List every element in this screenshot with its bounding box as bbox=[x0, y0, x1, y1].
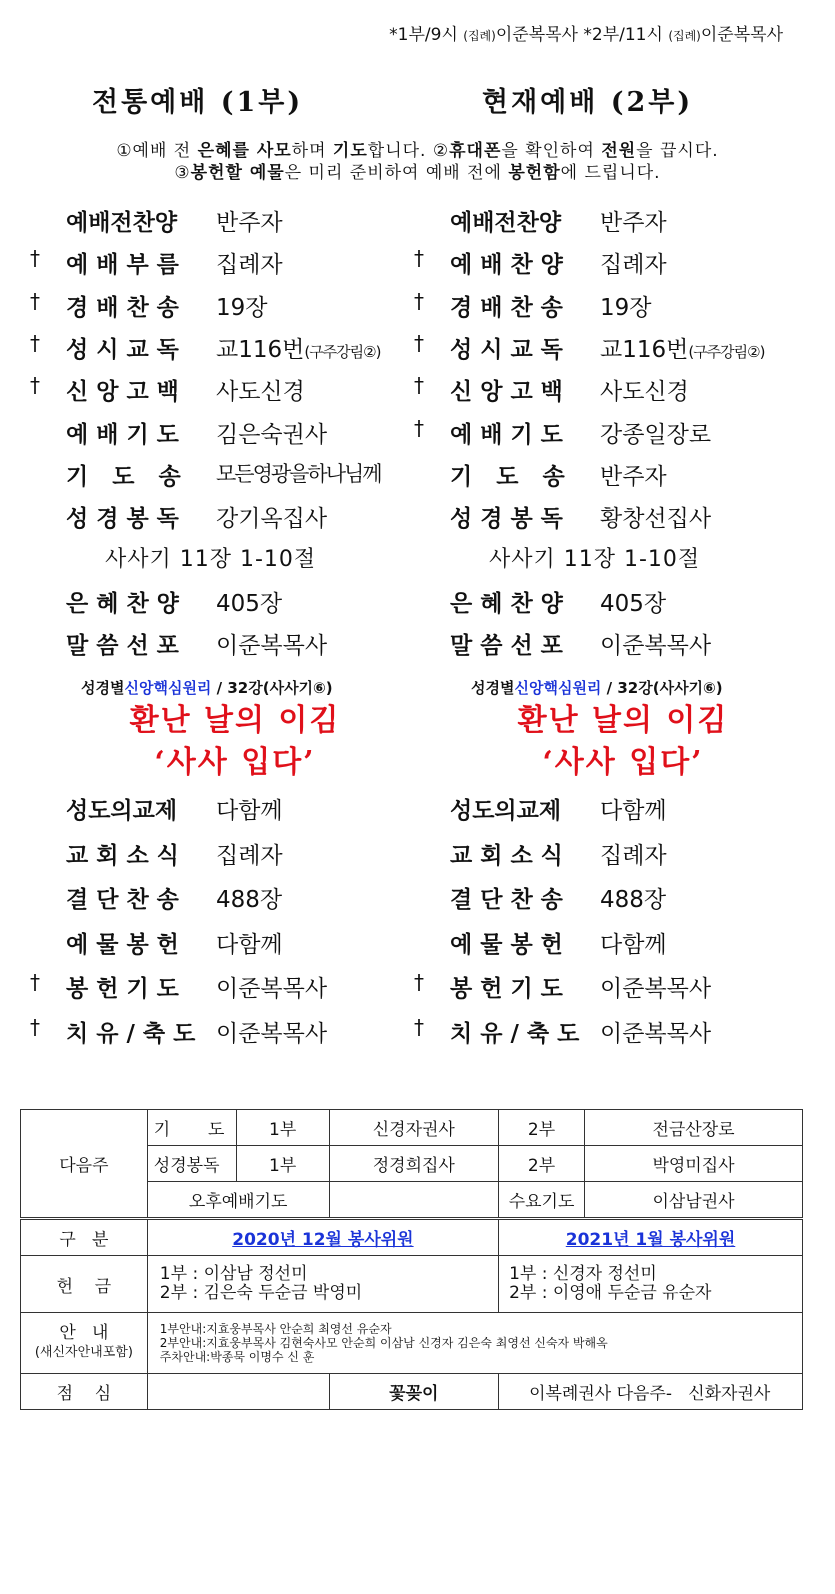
program-value-text: 이준복목사 bbox=[216, 633, 328, 659]
cross-icon: † bbox=[414, 373, 424, 398]
program-value-text: 김은숙권사 bbox=[216, 421, 328, 448]
program-value bbox=[600, 627, 711, 660]
notice-segment: 봉헌할 예물 bbox=[190, 163, 285, 183]
program-value-text: 집례자 bbox=[216, 252, 283, 279]
cross-icon: † bbox=[414, 288, 424, 313]
program-value bbox=[600, 331, 764, 364]
program-value bbox=[216, 837, 283, 870]
program-label: 기 도 송 bbox=[66, 463, 181, 490]
service-table bbox=[20, 1109, 803, 1410]
cross-icon: † bbox=[414, 330, 424, 355]
title-traditional: 전통예배 (1부) bbox=[92, 87, 304, 118]
wednesday-prayer-value: 이삼남권사 bbox=[585, 1182, 803, 1219]
division-label: 구 분 bbox=[21, 1219, 148, 1256]
program-value-text: 황창선집사 bbox=[600, 506, 712, 533]
reading-part2: 박영미집사 bbox=[585, 1146, 803, 1182]
program-value bbox=[216, 926, 283, 959]
program-value bbox=[600, 792, 667, 825]
program-value bbox=[216, 500, 327, 533]
program-value bbox=[600, 837, 667, 870]
program-value-text: 집례자 bbox=[216, 842, 283, 869]
offering-january: 1부 : 신경자 정선미 2부 : 이영애 두순금 유순자 bbox=[499, 1256, 803, 1313]
program-label: 말 씀 선 포 bbox=[450, 633, 563, 659]
notice-segment: 합니다. ② bbox=[367, 141, 450, 161]
program-value bbox=[600, 926, 667, 959]
program-label: 치 유 / 축 도 bbox=[66, 1020, 196, 1047]
program-value bbox=[600, 289, 652, 322]
cross-icon: † bbox=[30, 246, 40, 271]
program-label: 성도의교제 bbox=[450, 798, 562, 824]
program-value-text: 488장 bbox=[600, 887, 667, 913]
program-value-text: 반주자 bbox=[600, 210, 667, 236]
program-value-text: 집례자 bbox=[600, 252, 667, 279]
sermon-title-left bbox=[90, 700, 380, 784]
program-label: 예 배 기 도 bbox=[66, 421, 179, 448]
offering-december: 1부 : 이삼남 정선미 2부 : 김은숙 두순금 박영미 bbox=[147, 1256, 498, 1313]
program-value bbox=[600, 970, 711, 1003]
program-after-right bbox=[414, 792, 814, 1062]
program-label: 결 단 찬 송 bbox=[450, 887, 563, 913]
program-value bbox=[216, 970, 327, 1003]
cross-icon: † bbox=[414, 970, 424, 994]
program-value-text: 사도신경 bbox=[600, 379, 689, 406]
program-value-text: 405장 bbox=[600, 590, 667, 617]
program-label: 신 앙 고 백 bbox=[66, 379, 179, 406]
program-value-text: 교116번 bbox=[600, 336, 689, 363]
program-label: 예배전찬양 bbox=[66, 210, 178, 236]
sermon-series-left: 성경별신앙핵심원리 / 32강(사사기⑥) bbox=[81, 679, 333, 697]
notice-line-2 bbox=[0, 162, 835, 184]
program-label: 교 회 소 식 bbox=[450, 842, 563, 869]
program-value bbox=[600, 246, 667, 279]
notice-segment: 하며 bbox=[291, 141, 333, 161]
program-label: 신 앙 고 백 bbox=[450, 379, 563, 406]
program-value bbox=[600, 458, 667, 491]
program-label: 예 배 기 도 bbox=[450, 421, 563, 448]
program-value-text: 19장 bbox=[216, 294, 268, 321]
january-volunteers-label: 2021년 1월 봉사위원 bbox=[565, 1230, 736, 1250]
program-value-text: 다함께 bbox=[216, 798, 283, 824]
program-value-suffix: (구주강림②) bbox=[304, 342, 381, 361]
program-label: 말 씀 선 포 bbox=[66, 633, 179, 659]
program-value-text: 이준복목사 bbox=[600, 976, 712, 1002]
offering-label: 헌 금 bbox=[21, 1256, 148, 1313]
program-value bbox=[216, 416, 327, 449]
program-value bbox=[600, 881, 666, 914]
prayer-part1: 신경자권사 bbox=[329, 1110, 499, 1146]
notice-segment: 을 끕시다. bbox=[636, 141, 719, 161]
program-label: 은 혜 찬 양 bbox=[66, 590, 179, 617]
program-label: 봉 헌 기 도 bbox=[450, 976, 563, 1002]
program-label: 봉 헌 기 도 bbox=[66, 976, 179, 1002]
guide-sublabel: (새신자안내포함) bbox=[34, 1345, 133, 1360]
flower-value: 이복례권사 다음주- 신화자권사 bbox=[499, 1374, 803, 1410]
program-value-text: 다함께 bbox=[600, 931, 667, 958]
program-label: 경 배 찬 송 bbox=[450, 294, 563, 321]
cross-icon: † bbox=[30, 288, 40, 313]
program-value bbox=[600, 373, 689, 406]
program-label: 결 단 찬 송 bbox=[66, 887, 179, 913]
program-label: 성도의교제 bbox=[66, 798, 178, 824]
cross-icon: † bbox=[414, 1014, 424, 1039]
program-value-text: 강기옥집사 bbox=[216, 506, 328, 533]
sermon-title-line2: ‘사사 입다’ bbox=[154, 745, 316, 780]
program-value bbox=[216, 246, 283, 279]
program-value-text: 반주자 bbox=[600, 463, 667, 490]
program-value-text: 다함께 bbox=[600, 798, 667, 824]
cross-icon: † bbox=[414, 415, 424, 440]
program-right bbox=[414, 204, 814, 664]
afternoon-prayer-value bbox=[329, 1182, 499, 1219]
notice-segment: 봉헌함 bbox=[508, 163, 561, 183]
program-value-text: 19장 bbox=[600, 294, 652, 321]
program-label: 예 물 봉 헌 bbox=[450, 931, 563, 958]
program-value bbox=[216, 881, 282, 914]
program-value bbox=[216, 289, 268, 322]
program-value bbox=[600, 204, 667, 237]
program-label: 은 혜 찬 양 bbox=[450, 590, 563, 617]
guide-details: 1부안내:지효웅부목사 안순희 최영선 유순자 2부안내:지효웅부목사 김현숙사모 안순희 이삼남 신경자 김은숙 최영선 신숙자 박해옥 주차안내:박종묵 이명수 신 훈 bbox=[147, 1313, 802, 1374]
part1-label: 1부 bbox=[236, 1110, 329, 1146]
program-value-text: 집례자 bbox=[600, 842, 667, 869]
program-label: 성 경 봉 독 bbox=[450, 506, 563, 533]
program-value-text: 모든영광을하나님께 bbox=[216, 461, 381, 486]
program-value bbox=[216, 1015, 327, 1048]
guide-label: 안 내 bbox=[59, 1323, 109, 1343]
cross-icon: † bbox=[30, 330, 40, 355]
reading-part1: 정경희집사 bbox=[329, 1146, 499, 1182]
cross-icon: † bbox=[30, 1014, 40, 1039]
cross-icon: † bbox=[414, 246, 424, 271]
lunch-value bbox=[147, 1374, 329, 1410]
program-label: 경 배 찬 송 bbox=[66, 294, 179, 321]
program-label: 교 회 소 식 bbox=[66, 842, 179, 869]
wednesday-prayer-label: 수요기도 bbox=[499, 1182, 585, 1219]
notice-segment: 은혜를 사모 bbox=[197, 141, 292, 161]
prayer-label: 기 도 bbox=[147, 1110, 236, 1146]
next-week-label: 다음주 bbox=[21, 1110, 148, 1219]
program-left bbox=[30, 204, 420, 664]
program-value bbox=[216, 331, 380, 364]
notice-segment: ③ bbox=[174, 163, 191, 183]
program-value bbox=[600, 416, 711, 449]
program-value-text: 이준복목사 bbox=[216, 976, 328, 1002]
notice-segment: ①예배 전 bbox=[116, 141, 198, 161]
afternoon-prayer-label: 오후예배기도 bbox=[147, 1182, 329, 1219]
reading-label: 성경봉독 bbox=[147, 1146, 236, 1182]
notice-segment: 전원 bbox=[601, 141, 637, 161]
sermon-title-right bbox=[478, 700, 768, 784]
program-label: 성 경 봉 독 bbox=[66, 506, 179, 533]
program-value-text: 488장 bbox=[216, 887, 283, 913]
cross-icon: † bbox=[30, 970, 40, 994]
program-label: 치 유 / 축 도 bbox=[450, 1020, 580, 1047]
part2-label: 2부 bbox=[499, 1146, 585, 1182]
notice-segment: 은 미리 준비하여 예배 전에 bbox=[284, 163, 509, 183]
part1-label: 1부 bbox=[236, 1146, 329, 1182]
program-value-text: 다함께 bbox=[216, 931, 283, 958]
program-label: 성 시 교 독 bbox=[66, 336, 179, 363]
lunch-label: 점 심 bbox=[21, 1374, 148, 1410]
title-contemporary: 현재예배 (2부) bbox=[482, 87, 694, 118]
program-value bbox=[216, 458, 381, 488]
sermon-title-line1: 환난 날의 이김 bbox=[129, 703, 341, 738]
program-value-text: 405장 bbox=[216, 590, 283, 617]
notice-segment: 기도 bbox=[332, 141, 368, 161]
program-value-text: 이준복목사 bbox=[600, 633, 712, 659]
header-note: *1부/9시 (집례)이준복목사 *2부/11시 (집례)이준복목사 bbox=[389, 25, 783, 45]
program-label: 예 배 부 름 bbox=[66, 252, 179, 279]
notice-line-1 bbox=[0, 140, 835, 162]
program-value bbox=[600, 585, 666, 618]
program-value-text: 강종일장로 bbox=[600, 421, 712, 448]
program-value bbox=[600, 1015, 711, 1048]
program-value bbox=[600, 500, 711, 533]
guide-label-cell bbox=[21, 1313, 148, 1374]
december-volunteers-label: 2020년 12월 봉사위원 bbox=[232, 1230, 414, 1250]
program-label: 기 도 송 bbox=[450, 463, 565, 490]
program-label: 성 시 교 독 bbox=[450, 336, 563, 363]
program-value-text: 이준복목사 bbox=[600, 1020, 712, 1047]
sermon-title-line2: ‘사사 입다’ bbox=[542, 745, 704, 780]
notice-segment: 을 확인하여 bbox=[501, 141, 602, 161]
program-label: 예 배 찬 양 bbox=[450, 252, 563, 279]
program-value-text: 교116번 bbox=[216, 336, 305, 363]
program-label: 예배전찬양 bbox=[450, 210, 562, 236]
program-value bbox=[216, 373, 305, 406]
sermon-title-line1: 환난 날의 이김 bbox=[517, 703, 729, 738]
sermon-series-right: 성경별신앙핵심원리 / 32강(사사기⑥) bbox=[471, 679, 723, 697]
program-value bbox=[216, 585, 282, 618]
program-value bbox=[216, 627, 327, 660]
program-value-suffix: (구주강림②) bbox=[688, 342, 765, 361]
program-value bbox=[216, 792, 283, 825]
part2-label: 2부 bbox=[499, 1110, 585, 1146]
scripture-passage: 사사기 11장 1-10절 bbox=[489, 547, 701, 573]
scripture-passage: 사사기 11장 1-10절 bbox=[105, 547, 317, 573]
program-label: 예 물 봉 헌 bbox=[66, 931, 179, 958]
program-value-text: 반주자 bbox=[216, 210, 283, 236]
notice-segment: 휴대폰 bbox=[449, 141, 502, 161]
program-value-text: 이준복목사 bbox=[216, 1020, 328, 1047]
program-after-left bbox=[30, 792, 420, 1062]
notice-segment: 에 드립니다. bbox=[560, 163, 661, 183]
program-value bbox=[216, 204, 283, 237]
prayer-part2: 전금산장로 bbox=[585, 1110, 803, 1146]
program-value-text: 사도신경 bbox=[216, 379, 305, 406]
cross-icon: † bbox=[30, 373, 40, 398]
flower-label: 꽃꽂이 bbox=[329, 1374, 499, 1410]
